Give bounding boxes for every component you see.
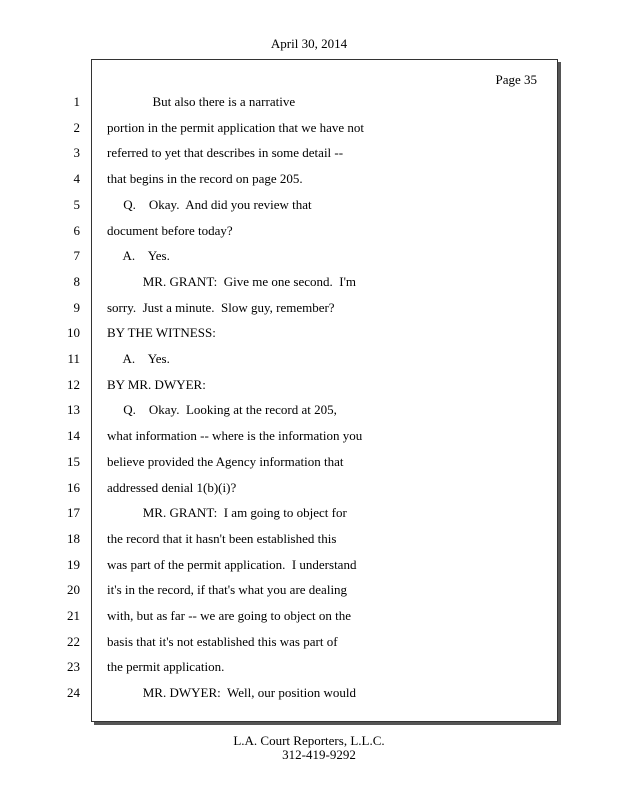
- line-number: 6: [73, 223, 80, 238]
- line-number: 19: [67, 557, 80, 572]
- line-text: basis that it's not established this was part of: [107, 634, 338, 649]
- line-text: portion in the permit application that we have not: [107, 120, 365, 135]
- line-number: 22: [67, 634, 80, 649]
- line-number: 2: [73, 120, 80, 135]
- line-text: BY MR. DWYER:: [107, 377, 206, 392]
- page-number: Page 35: [495, 72, 537, 87]
- line-text: was part of the permit application. I understand: [107, 557, 357, 572]
- line-text: MR. GRANT: I am going to object for: [107, 505, 347, 520]
- header-date: April 30, 2014: [270, 36, 348, 51]
- line-number: 7: [73, 248, 80, 263]
- line-text: A. Yes.: [107, 248, 170, 263]
- line-number: 8: [73, 274, 80, 289]
- line-number: 24: [67, 685, 80, 700]
- line-text: addressed denial 1(b)(i)?: [107, 480, 237, 495]
- line-text: MR. GRANT: Give me one second. I'm: [107, 274, 357, 289]
- line-number: 10: [67, 325, 80, 340]
- line-number: 12: [67, 377, 80, 392]
- line-text: sorry. Just a minute. Slow guy, remember?: [107, 300, 335, 315]
- line-number: 14: [67, 428, 80, 443]
- line-number: 9: [73, 300, 80, 315]
- line-text: A. Yes.: [107, 351, 170, 366]
- line-text: that begins in the record on page 205.: [107, 171, 303, 186]
- line-text: believe provided the Agency information that: [107, 454, 344, 469]
- line-number: 18: [67, 531, 80, 546]
- line-number: 13: [67, 402, 80, 417]
- line-text: MR. DWYER: Well, our position would: [107, 685, 356, 700]
- line-number: 15: [67, 454, 80, 469]
- line-number: 4: [73, 171, 80, 186]
- line-text: document before today?: [107, 223, 233, 238]
- line-text: the record that it hasn't been established this: [107, 531, 337, 546]
- line-number: 17: [67, 505, 80, 520]
- line-text: BY THE WITNESS:: [107, 325, 216, 340]
- line-number: 16: [67, 480, 80, 495]
- footer-phone: 312-419-9292: [282, 747, 356, 762]
- line-text: the permit application.: [107, 659, 225, 674]
- line-text: referred to yet that describes in some detail --: [107, 145, 344, 160]
- footer-company: L.A. Court Reporters, L.L.C.: [233, 733, 385, 748]
- line-number: 20: [67, 582, 80, 597]
- line-number: 11: [67, 351, 80, 366]
- line-text: with, but as far -- we are going to object on the: [107, 608, 352, 623]
- line-text: it's in the record, if that's what you are dealing: [107, 582, 348, 597]
- line-text: But also there is a narrative: [107, 94, 296, 109]
- footer: [0, 734, 618, 762]
- line-number: 23: [67, 659, 80, 674]
- line-number: 21: [67, 608, 80, 623]
- line-text: what information -- where is the information you: [107, 428, 363, 443]
- line-text: Q. Okay. And did you review that: [107, 197, 312, 212]
- line-number: 3: [73, 145, 80, 160]
- line-number: 1: [73, 94, 80, 109]
- line-number: 5: [73, 197, 80, 212]
- line-text: Q. Okay. Looking at the record at 205,: [107, 402, 337, 417]
